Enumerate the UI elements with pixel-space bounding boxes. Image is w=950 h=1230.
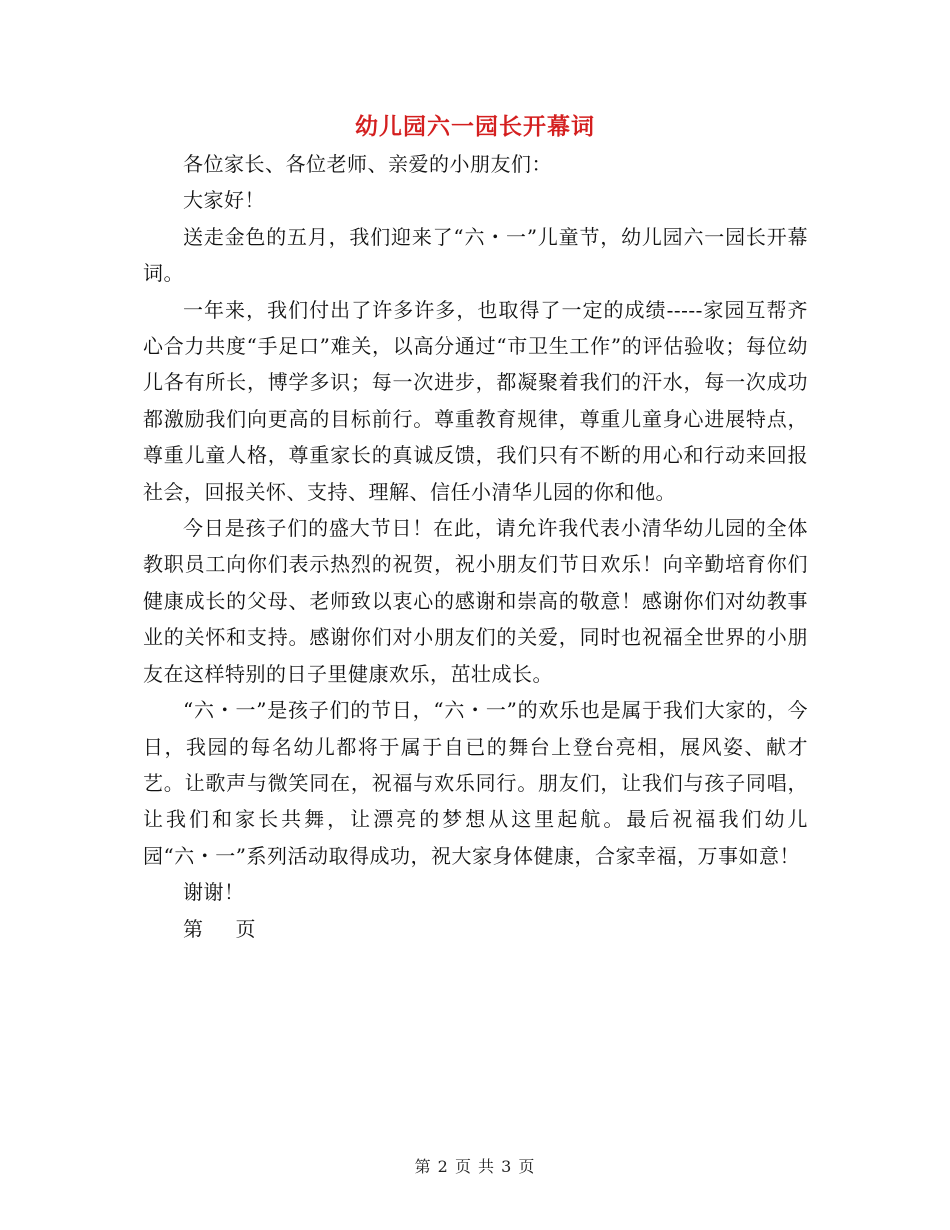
salutation-paragraph: 各位家长、各位老师、亲爱的小朋友们： — [183, 152, 552, 176]
body-paragraph: 一年来，我们付出了许多许多，也取得了一定的成绩-----家园互帮齐心合力共度“手足口”难关，以高分通过“市卫生工作”的评估验收；每位幼儿各有所长，博学多识；每一次进步，都凝聚着我们的汗水，每一次成功都激励我们向更高的目标前行。尊重教育规律，尊重儿童身心进展特点，尊重儿童人格，尊重家长的真诚反馈，我们只有不断的用心和行动来回报社会，回报关怀、支持、理解、信任小清华儿园的你和他。 — [143, 297, 808, 504]
page-marker — [143, 911, 808, 947]
closing-paragraph: 谢谢！ — [183, 880, 245, 905]
page-marker-right: 页 — [235, 916, 256, 941]
greeting-paragraph: 大家好！ — [183, 188, 265, 213]
document-body — [143, 146, 808, 947]
body-paragraph: 送走金色的五月，我们迎来了“六・一”儿童节，幼儿园六一园长开幕词。 — [143, 224, 808, 286]
body-paragraph: 今日是孩子们的盛大节日！在此，请允许我代表小清华幼儿园的全体教职员工向你们表示热烈的祝贺，祝小朋友们节日欢乐！向辛勤培育你们健康成长的父母、老师致以衷心的感谢和崇高的敬意！感谢你们对幼教事业的关怀和支持。感谢你们对小朋友们的关爱，同时也祝福全世界的小朋友在这样特别的日子里健康欢乐，茁壮成长。 — [143, 516, 808, 686]
document-title: 幼儿园六一园长开幕词 — [355, 113, 595, 140]
page-marker-left: 第 — [183, 916, 204, 941]
body-paragraph: “六・一”是孩子们的节日，“六・一”的欢乐也是属于我们大家的，今日，我园的每名幼儿都将于属于自已的舞台上登台亮相，展风姿、献才艺。让歌声与微笑同在，祝福与欢乐同行。朋友们，让我们与孩子同唱，让我们和家长共舞，让漂亮的梦想从这里起航。最后祝福我们幼儿园“六・一”系列活动取得成功，祝大家身体健康，合家幸福，万事如意！ — [143, 698, 808, 868]
page-footer: 第 2 页 共 3 页 — [414, 1157, 536, 1176]
